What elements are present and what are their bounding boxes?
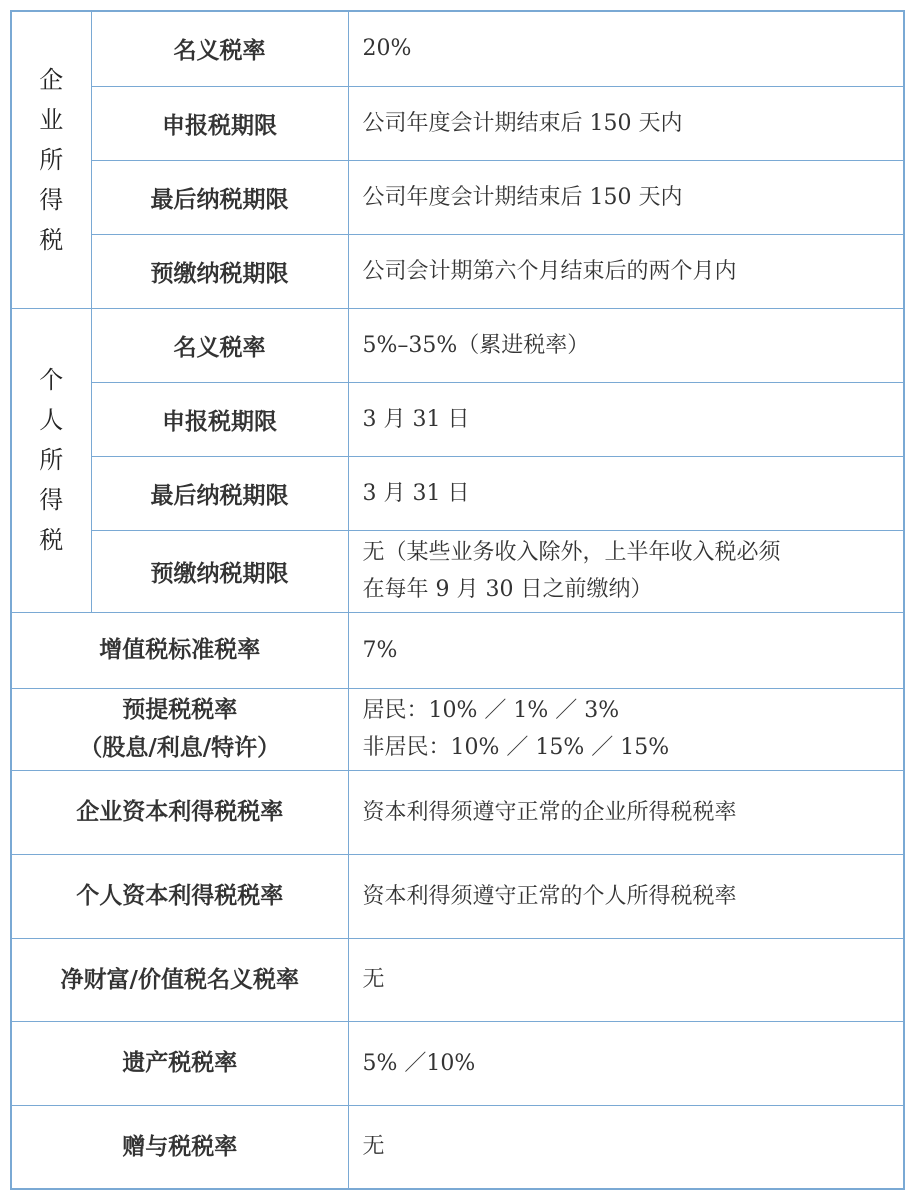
row-label: 名义税率: [91, 308, 348, 382]
row-label: 企业资本利得税税率: [11, 770, 348, 854]
row-label: 净财富/价值税名义税率: [11, 938, 348, 1021]
row-value: 7%: [348, 612, 904, 688]
table-row: [11, 11, 904, 86]
row-value: 公司会计期第六个月结束后的两个月内: [348, 234, 904, 308]
row-label: 赠与税税率: [11, 1105, 348, 1189]
row-label: 最后纳税期限: [91, 456, 348, 530]
row-value: 3 月 31 日: [348, 456, 904, 530]
row-label: 名义税率: [91, 11, 348, 86]
row-label: 预缴纳税期限: [91, 530, 348, 612]
row-value: 无: [348, 1105, 904, 1189]
row-value: 5%–35%（累进税率）: [348, 308, 904, 382]
table-row: [11, 1105, 904, 1189]
table-row: [11, 770, 904, 854]
category-corporate-income-tax: 企 业 所 得 税: [11, 11, 91, 308]
row-value: 居民：10% ／ 1% ／ 3% 非居民：10% ／ 15% ／ 15%: [348, 688, 904, 770]
row-value: 20%: [348, 11, 904, 86]
row-value: 3 月 31 日: [348, 382, 904, 456]
table-row: [11, 456, 904, 530]
row-value: 无: [348, 938, 904, 1021]
table-row: [11, 160, 904, 234]
row-value: 资本利得须遵守正常的个人所得税税率: [348, 854, 904, 938]
table-row: [11, 234, 904, 308]
row-value: 公司年度会计期结束后 150 天内: [348, 160, 904, 234]
tax-rate-table: [10, 10, 905, 1190]
table-row: [11, 1021, 904, 1105]
table-row: [11, 382, 904, 456]
row-value: 资本利得须遵守正常的企业所得税税率: [348, 770, 904, 854]
table-row: [11, 938, 904, 1021]
row-label: 预提税税率 （股息/利息/特许）: [11, 688, 348, 770]
row-label: 预缴纳税期限: [91, 234, 348, 308]
row-label: 申报税期限: [91, 86, 348, 160]
table-row: [11, 854, 904, 938]
category-individual-income-tax: 个 人 所 得 税: [11, 308, 91, 612]
table-row: [11, 612, 904, 688]
row-value: 5% ／10%: [348, 1021, 904, 1105]
table-row: [11, 530, 904, 612]
row-label: 增值税标准税率: [11, 612, 348, 688]
row-label: 个人资本利得税税率: [11, 854, 348, 938]
row-label: 申报税期限: [91, 382, 348, 456]
table-row: [11, 688, 904, 770]
row-label: 遗产税税率: [11, 1021, 348, 1105]
row-value: 公司年度会计期结束后 150 天内: [348, 86, 904, 160]
table-row: [11, 86, 904, 160]
row-label: 最后纳税期限: [91, 160, 348, 234]
table-row: [11, 308, 904, 382]
row-value: 无（某些业务收入除外，上半年收入税必须 在每年 9 月 30 日之前缴纳）: [348, 530, 904, 612]
